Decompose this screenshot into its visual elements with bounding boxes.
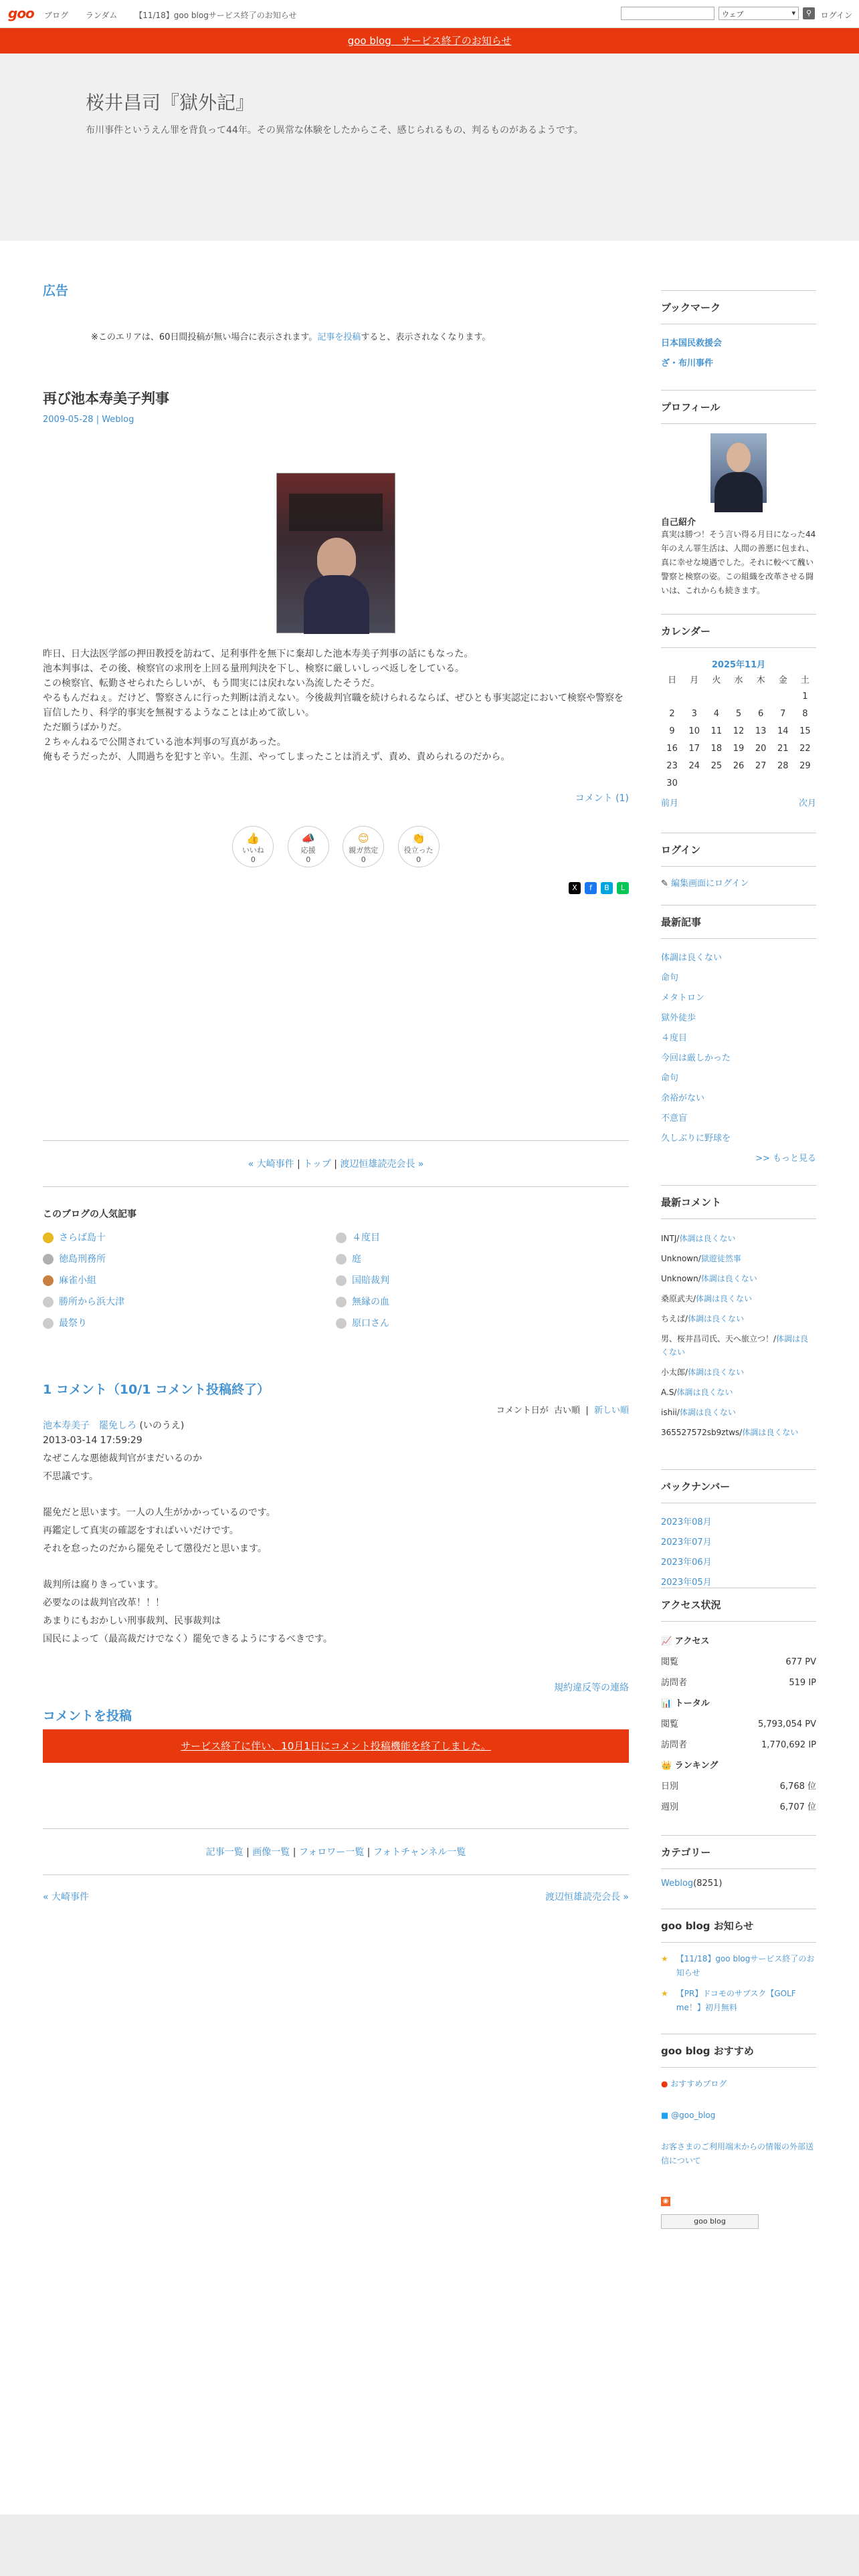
goo-notice-item[interactable]: ★ 【11/18】goo blogサービス終了のお知らせ (661, 1952, 816, 1980)
top-nav (44, 9, 311, 21)
calendar-week: 9 10 11 12 13 14 15 (669, 726, 811, 736)
stat-row: 閲覧 677 PV (661, 1657, 816, 1667)
rank-dot-icon (43, 1318, 54, 1329)
external-transmission-link[interactable]: お客さまのご利用端末からの情報の外部送信について (661, 2142, 814, 2165)
popular-item[interactable]: さらば島十 (43, 1227, 336, 1249)
stat-row: 日別 6,768 位 (661, 1782, 816, 1792)
image-list-link[interactable]: 画像一覧 (252, 1847, 290, 1858)
ad-title: 広告 (43, 284, 69, 298)
post-comment-title: コメントを投稿 (43, 1709, 132, 1723)
goo-logo[interactable]: goo (8, 5, 34, 21)
profile-label: 自己紹介 (661, 518, 696, 528)
recent-comment[interactable]: 男、桜井昌司氏、天へ旅立つ！/体調は良くない (661, 1334, 809, 1357)
category-title: カテゴリー (661, 1835, 816, 1869)
bookmark-title: ブックマーク (661, 290, 816, 324)
share-buttons (43, 882, 629, 894)
rank-dot-icon (43, 1297, 54, 1307)
post-article-link[interactable]: 記事を投稿 (317, 332, 361, 342)
backnumber-list[interactable] (661, 1513, 816, 1588)
main-column (43, 281, 629, 1903)
recent-comments-list (661, 1228, 816, 1442)
recent-item[interactable]: 命句 (661, 1073, 679, 1083)
sort-new[interactable]: 新しい順 (593, 1406, 629, 1416)
comment-closed-banner (43, 1729, 629, 1763)
crown-bronze-icon (43, 1275, 54, 1286)
access-icon: 📈 (661, 1636, 675, 1646)
footer (0, 2514, 859, 2576)
backnumber-item[interactable]: 2023年07月 (661, 1537, 712, 1547)
rank-dot-icon (336, 1232, 347, 1243)
search-input[interactable] (621, 7, 714, 20)
backnumber-item[interactable]: 2023年06月 (661, 1558, 712, 1568)
login-title: ログイン (661, 833, 816, 867)
bookmark-list (661, 334, 816, 374)
stat-row: 訪問者 1,770,692 IP (661, 1740, 816, 1750)
nav-notice[interactable]: 【11/18】goo blogサービス終了のお知らせ (134, 11, 297, 20)
rank-dot-icon (336, 1254, 347, 1265)
divider (43, 1828, 629, 1829)
recent-item[interactable]: 命句 (661, 973, 679, 983)
goo-blog-badge[interactable]: goo blog (661, 2214, 759, 2229)
bookmark-item[interactable]: ざ・布川事件 (661, 358, 714, 368)
recent-item[interactable]: 余裕がない (661, 1093, 705, 1103)
backnumber-title: バックナンバー (661, 1469, 816, 1503)
recent-comment[interactable]: 365527572sb9ztws/体調は良くない (661, 1428, 799, 1437)
goo-notice-list (661, 1952, 816, 2015)
recent-item[interactable]: メタトロン (661, 993, 705, 1003)
popular-item[interactable]: 麻雀小組 (43, 1270, 336, 1291)
access-label: 📈 アクセス (661, 1631, 816, 1652)
crown-gold-icon (43, 1232, 54, 1243)
x-share-icon[interactable]: X (569, 882, 581, 894)
star-icon: ★ (661, 1954, 668, 1963)
bottom-next-link[interactable]: 渡辺恒雄読売会長 » (545, 1892, 629, 1903)
reaction-agree[interactable]: 😊 親ガ然定 0 (343, 826, 384, 867)
recent-more-link[interactable]: >> もっと見る (755, 1154, 816, 1164)
popular-list (43, 1227, 629, 1334)
top-bar (0, 0, 859, 28)
ranking-label: 👑 ランキング (661, 1755, 816, 1776)
rank-dot-icon (336, 1297, 347, 1307)
blog-title[interactable]: 桜井昌司『獄外記』 (86, 92, 255, 114)
rank-dot-icon (336, 1275, 347, 1286)
top-link[interactable]: トップ (303, 1159, 331, 1170)
blog-description: 布川事件というえん罪を背負って44年。その異常な体験をしたからこそ、感じられるもの、判るものがあるようです。 (86, 125, 583, 136)
nav-random[interactable]: ランダム (85, 11, 118, 20)
next-article-link[interactable]: 渡辺恒雄読売会長 » (340, 1159, 424, 1170)
popular-title: このブログの人気記事 (43, 1209, 136, 1220)
crown-icon: 👑 (661, 1761, 675, 1771)
star-icon: ★ (661, 1989, 668, 1998)
backnumber-item[interactable]: 2023年08月 (661, 1517, 712, 1527)
calendar-title: カレンダー (661, 614, 816, 648)
stat-row: 訪問者 519 IP (661, 1678, 816, 1688)
pencil-icon: ✎ (661, 879, 668, 889)
profile-avatar[interactable] (710, 433, 767, 503)
rank-dot-icon (336, 1318, 347, 1329)
comment-count-link[interactable]: コメント (1) (575, 793, 629, 804)
total-icon: 📊 (661, 1699, 675, 1709)
comment-sort: コメント日が 古い順 | 新しい順 (496, 1406, 629, 1416)
recent-item[interactable]: 今回は厳しかった (661, 1053, 731, 1063)
comment-author-line: 池本寿美子 罷免しろ (いのうえ) (43, 1420, 185, 1431)
service-end-banner (0, 28, 859, 53)
line-share-icon[interactable]: L (617, 882, 629, 894)
photo-channel-link[interactable]: フォトチャンネル一覧 (373, 1847, 466, 1858)
calendar-next[interactable]: 次月 (798, 798, 816, 809)
editor-login-link[interactable]: 編集画面にログイン (671, 879, 749, 889)
article-category[interactable]: Weblog (102, 415, 134, 425)
calendar-week: 23 24 25 26 27 28 29 (666, 760, 811, 771)
popular-item[interactable]: 徳島刑務所 (43, 1249, 336, 1270)
calendar-week: 2 3 4 5 6 7 8 (669, 708, 808, 719)
article-meta: 2009-05-28 | Weblog (43, 415, 134, 425)
facebook-share-icon[interactable]: f (585, 882, 597, 894)
bookmark-item[interactable]: 日本国民救援会 (661, 338, 723, 348)
article-body: 昨日、日大法医学部の押田教授を訪ねて、足利事件を無下に棄却した池本寿美子判事の話にもなった。 池本判事は、その後、検察官の求刑を上回る量刑判決を下し、検察に厳しいしっぺ返しをしている。 この検察官、転勤させられたらしいが、もう間実には戻れない為流したそうだ。 やるもんだねぇ。だけど、警察さんに行った判断は消えない。今後裁判官職を続けられるならば、ぜひとも事実認定において検察や警察を盲信したり、科学的事実を無視するようなことは止めて欲しい。 ただ願うばかりだ。 ２ちゃんねるで公開されている池本判事の写真があった。 俺もそうだったが、人間過ちを犯すと辛い。生涯、やってしまったことは消えず、責め、責められるのだから。 (43, 649, 624, 762)
category-item[interactable]: Weblog(8251) (661, 1879, 723, 1889)
reaction-cheer[interactable]: 📣 応援 0 (288, 826, 329, 867)
search-type-select[interactable]: ウェブ ▾ (719, 7, 799, 20)
recent-comment[interactable]: INTJ/体調は良くない (661, 1234, 736, 1243)
calendar (661, 657, 816, 809)
nav-blog[interactable]: ブログ (44, 11, 69, 20)
sidebar (661, 281, 816, 2229)
backnumber-item[interactable]: 2023年05月 (661, 1578, 712, 1588)
total-label: 📊 トータル (661, 1693, 816, 1714)
calendar-weekdays: 日 月 火 水 木 金 土 (668, 675, 809, 685)
recent-item[interactable]: ４度目 (661, 1033, 688, 1043)
bottom-nav (43, 1890, 629, 1903)
popular-item[interactable]: 原口さん (336, 1313, 389, 1334)
recommend-twitter[interactable]: ■ @goo_blog (661, 2111, 716, 2120)
recent-comment[interactable]: A.S/体調は良くない (661, 1388, 733, 1397)
top-login-link[interactable]: ログイン (820, 11, 852, 20)
stat-row: 閲覧 5,793,054 PV (661, 1719, 816, 1729)
search-button[interactable]: ⚲ (803, 7, 815, 19)
popular-item[interactable]: ４度目 (336, 1227, 389, 1249)
login-row (661, 876, 816, 889)
search-area (621, 7, 815, 20)
recent-comment[interactable]: 桑原武夫/体調は良くない (661, 1294, 753, 1303)
popular-item[interactable]: 庭 (336, 1249, 389, 1270)
calendar-week: 1 (802, 691, 808, 702)
follower-list-link[interactable]: フォロワー一覧 (298, 1847, 365, 1858)
popular-item[interactable]: 国賠裁判 (336, 1270, 389, 1291)
bottom-prev-link[interactable]: « 大崎事件 (43, 1892, 90, 1903)
hatena-share-icon[interactable]: B (601, 882, 613, 894)
recent-comment[interactable]: Unknown/体調は良くない (661, 1274, 757, 1283)
calendar-month: 2025年11月 (711, 660, 766, 670)
comments-title: 1 コメント（10/1 コメント投稿終了） (43, 1382, 270, 1397)
article-list-link[interactable]: 記事一覧 (205, 1847, 244, 1858)
recent-item[interactable]: 体調は良くない (661, 953, 723, 963)
report-link[interactable]: 規約違反等の連絡 (554, 1683, 629, 1693)
divider (43, 1140, 629, 1141)
crown-silver-icon (43, 1254, 54, 1265)
stat-row: 週別 6,707 位 (661, 1802, 816, 1812)
recent-comment[interactable]: ishii/体調は良くない (661, 1408, 736, 1417)
article-photo[interactable] (276, 473, 395, 633)
reactions (43, 826, 629, 867)
recent-comment[interactable]: 小太郎/体調は良くない (661, 1368, 745, 1377)
goo-notice-item[interactable]: ★ 【PR】ドコモのサブスク【GOLF me！】初月無料 (661, 1987, 816, 2015)
service-end-link[interactable]: goo blog サービス終了のお知らせ (347, 35, 512, 47)
profile-title: プロフィール (661, 390, 816, 424)
profile-text: 真実は勝つ！そう言い得る月日になった44年のえん罪生活は、人間の善悪に包まれ、真に幸せな境遇でした。それに較べて醜い警察と検察の姿。この組織を改革させる闘いは、これからも続きます。 (661, 530, 816, 595)
ad-notice: ※このエリアは、60日間投稿が無い場合に表示されます。記事を投稿すると、表示されなくなります。 (91, 332, 491, 342)
article-nav: « 大崎事件 | トップ | 渡辺恒雄読売会長 » (248, 1159, 424, 1170)
calendar-week: 16 17 18 19 20 21 22 (666, 743, 811, 754)
bottom-links: 記事一覧 | 画像一覧 | フォロワー一覧 | フォトチャンネル一覧 (205, 1847, 466, 1858)
recent-list (661, 948, 816, 1169)
blog-header (0, 53, 859, 241)
goo-recommend-list (661, 2077, 816, 2168)
access-stats (661, 1631, 816, 1818)
comment-author[interactable]: 池本寿美子 罷免しろ (43, 1420, 136, 1431)
article-date[interactable]: 2009-05-28 (43, 415, 94, 425)
reaction-useful[interactable]: 👏 役立った 0 (398, 826, 440, 867)
recent-comment[interactable]: ちえぱ/体調は良くない (661, 1314, 745, 1323)
comment-body: 2013-03-14 17:59:29 なぜこんな悪徳裁判官がまだいるのか 不思議です。 罷免だと思います。一人の人生がかかっているのです。 再鑑定して真実の確認をすればいいだけです。 それを怠ったのだから罷免そして懲役だと思います。 裁判所は腐りきっています。 必要なのは裁判官改革！！！ あまりにもおかしい刑事裁判、民事裁判は 国民によって（最高裁だけでなく）罷免できるようにするべきです。 (43, 1435, 332, 1644)
calendar-prev[interactable]: 前月 (661, 798, 679, 809)
sort-old[interactable]: 古い順 (554, 1406, 581, 1416)
recommend-blog[interactable]: ● おすすめブログ (661, 2079, 727, 2088)
recent-item[interactable]: 不意盲 (661, 1113, 688, 1123)
recent-item[interactable]: 久しぶりに野球を (661, 1134, 731, 1144)
popular-item[interactable]: 勝所から浜大津 (43, 1291, 336, 1313)
twitter-icon: ■ (661, 2111, 672, 2120)
popular-item[interactable]: 最祭り (43, 1313, 336, 1334)
goo-notice-title: goo blog お知らせ (661, 1909, 816, 1943)
access-title: アクセス状況 (661, 1588, 816, 1622)
bullet-icon: ● (661, 2079, 671, 2088)
rss-icon[interactable]: ◉ (661, 2195, 816, 2206)
comment-closed-link[interactable]: サービス終了に伴い、10月1日にコメント投稿機能を終了しました。 (181, 1740, 491, 1752)
recent-comment[interactable]: Unknown/獄遊徒然事 (661, 1254, 741, 1263)
divider (43, 1874, 629, 1875)
reaction-like[interactable]: 👍 いいね 0 (232, 826, 274, 867)
recent-item[interactable]: 獄外徒歩 (661, 1013, 696, 1023)
goo-recommend-title: goo blog おすすめ (661, 2034, 816, 2068)
recent-title: 最新記事 (661, 905, 816, 939)
article-title[interactable]: 再び池本寿美子判事 (43, 391, 169, 407)
divider (43, 1186, 629, 1187)
popular-item[interactable]: 無縁の血 (336, 1291, 389, 1313)
calendar-week: 30 (666, 778, 678, 788)
prev-article-link[interactable]: « 大崎事件 (248, 1159, 294, 1170)
recent-comments-title: 最新コメント (661, 1185, 816, 1219)
